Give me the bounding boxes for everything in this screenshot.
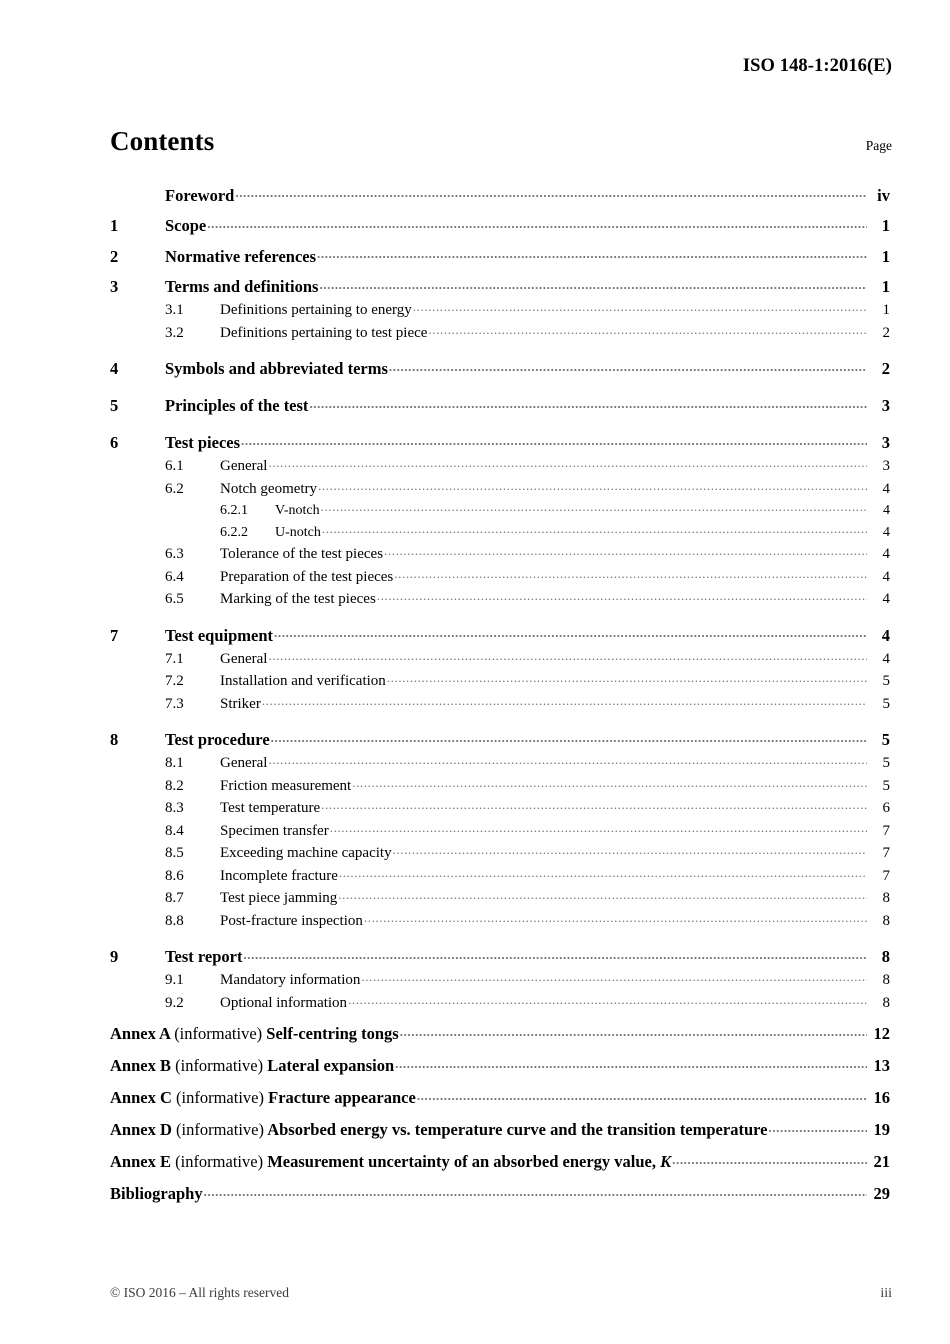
dot-leader	[274, 624, 867, 641]
toc-entry-number: 5	[110, 396, 119, 415]
toc-annex-entry[interactable]	[110, 1087, 890, 1107]
toc-entry[interactable]	[110, 543, 890, 562]
toc-entry-label: Notch geometry	[220, 480, 318, 497]
toc-entry[interactable]	[110, 566, 890, 585]
toc-entry-number: 6	[110, 433, 119, 452]
toc-entry-number: 2	[110, 246, 119, 266]
dot-leader	[235, 184, 867, 201]
toc-entry-label: Mandatory information	[220, 972, 361, 988]
toc-entry-number: 8.2	[165, 777, 184, 794]
toc-entry-number: 3.1	[165, 302, 184, 318]
toc-annex-page-number: 12	[873, 1024, 890, 1043]
toc-entry[interactable]	[110, 775, 890, 794]
toc-entry-page-number: 5	[881, 730, 890, 749]
toc-entry-number: 6.4	[165, 568, 184, 585]
toc-entry-page-number: 7	[882, 845, 890, 861]
table-of-contents	[110, 184, 890, 1203]
toc-annex-title: Absorbed energy vs. temperature curve and the transition temperature	[267, 1120, 768, 1139]
document-header-standard-ref: ISO 148-1:2016(E)	[742, 56, 892, 76]
dot-leader	[394, 566, 867, 581]
toc-entry-label: Optional information	[220, 994, 348, 1011]
page-column-label: Page	[865, 138, 892, 153]
toc-entry[interactable]	[110, 358, 890, 378]
toc-entry-number: 6.2.2	[220, 524, 248, 540]
toc-entry-page-number: 8	[882, 890, 890, 906]
toc-entry-label: Terms and definitions	[165, 277, 319, 296]
toc-entry[interactable]	[110, 797, 890, 816]
dot-leader	[361, 969, 867, 984]
toc-entry-label: Test equipment	[165, 625, 274, 645]
dot-leader	[322, 522, 867, 536]
toc-entry-number: 7.1	[165, 650, 184, 667]
toc-entry[interactable]	[110, 215, 890, 235]
dot-leader	[268, 752, 867, 767]
toc-entry-label: Specimen transfer	[220, 822, 329, 839]
toc-entry[interactable]	[110, 432, 890, 452]
toc-entry-label: Foreword	[165, 185, 235, 205]
toc-entry-label: General	[220, 458, 268, 474]
toc-entry-number: 8.5	[165, 845, 184, 861]
toc-entry[interactable]	[110, 752, 890, 771]
dot-leader	[207, 215, 867, 232]
toc-entry-label: Striker	[220, 695, 261, 712]
toc-annex-entry[interactable]	[110, 1119, 890, 1139]
toc-entry[interactable]	[110, 820, 890, 839]
toc-annex-title: Fracture appearance	[268, 1088, 416, 1107]
toc-entry[interactable]	[110, 184, 890, 204]
toc-entry-number: 7.3	[165, 695, 184, 712]
dot-leader	[768, 1119, 867, 1136]
dot-leader	[330, 820, 867, 835]
toc-entry[interactable]	[110, 299, 890, 318]
toc-entry-number: 8	[110, 730, 119, 749]
dot-leader	[377, 588, 867, 603]
toc-entry[interactable]	[110, 322, 890, 341]
toc-entry-number: 7.2	[165, 673, 184, 689]
toc-entry-page-number: 7	[882, 867, 890, 884]
toc-entry-page-number: 6	[882, 800, 890, 816]
toc-entry-label: Exceeding machine capacity	[220, 845, 392, 861]
toc-entry-label: Symbols and abbreviated terms	[165, 359, 388, 378]
dot-leader	[268, 455, 867, 470]
toc-entry-page-number: 8	[882, 912, 890, 929]
page-title: Contents	[110, 126, 215, 156]
toc-entry-number: 8.1	[165, 755, 184, 771]
toc-entry-page-number: 4	[881, 625, 890, 645]
toc-annex-prefix: Annex E	[110, 1152, 171, 1171]
toc-entry-label: General	[220, 755, 268, 771]
toc-entry-page-number: 8	[881, 947, 890, 966]
toc-entry-label: Test procedure	[165, 730, 270, 749]
dot-leader	[319, 276, 867, 293]
toc-entry-label: Preparation of the test pieces	[220, 568, 394, 585]
toc-annex-title: Measurement uncertainty of an absorbed energy value,	[267, 1152, 656, 1171]
dot-leader	[393, 842, 867, 857]
toc-entry-label: Incomplete fracture	[220, 867, 338, 884]
dot-leader	[321, 797, 867, 812]
toc-entry[interactable]	[110, 624, 890, 644]
dot-leader	[318, 478, 867, 493]
toc-entry-number: 7	[110, 625, 119, 645]
toc-entry[interactable]	[110, 455, 890, 474]
dot-leader	[352, 775, 867, 790]
toc-entry-page-number: 2	[882, 324, 890, 341]
toc-annex-prefix: Bibliography	[110, 1184, 203, 1203]
toc-entry-label: V-notch	[275, 503, 320, 518]
toc-annex-page-number: 16	[873, 1088, 890, 1107]
toc-annex-label	[110, 1122, 767, 1139]
toc-entry-page-number: 5	[882, 673, 890, 689]
toc-entry-number: 9.1	[165, 972, 184, 988]
toc-entry-page-number: 8	[882, 972, 890, 988]
toc-entry-number: 6.5	[165, 591, 184, 607]
toc-entry-number: 9.2	[165, 994, 184, 1011]
toc-entry[interactable]	[110, 842, 890, 861]
toc-entry-number: 4	[110, 359, 119, 378]
dot-leader	[672, 1151, 867, 1168]
toc-entry[interactable]	[110, 969, 890, 988]
toc-entry-label: U-notch	[275, 524, 321, 540]
toc-entry-label: Definitions pertaining to energy	[220, 302, 412, 318]
toc-annex-title: Self-centring tongs	[266, 1024, 399, 1043]
toc-entry-page-number: 7	[882, 822, 890, 839]
page-footer	[110, 1285, 892, 1302]
dot-leader	[364, 910, 867, 925]
toc-entry-page-number: 1	[881, 246, 890, 266]
toc-entry-number: 8.3	[165, 800, 184, 816]
toc-annex-entry[interactable]	[110, 1023, 890, 1043]
toc-entry[interactable]	[110, 729, 890, 749]
dot-leader	[387, 670, 867, 685]
toc-entry[interactable]	[110, 910, 890, 929]
toc-entry-page-number: 1	[881, 216, 890, 235]
toc-annex-informative-tag: (informative)	[174, 1024, 263, 1043]
toc-annex-entry[interactable]	[110, 1183, 890, 1203]
dot-leader	[400, 1023, 867, 1040]
toc-entry[interactable]	[110, 395, 890, 415]
toc-entry[interactable]	[110, 588, 890, 607]
toc-entry[interactable]	[110, 693, 890, 712]
toc-entry-number: 6.3	[165, 546, 184, 562]
dot-leader	[395, 1055, 867, 1072]
toc-entry-label: Test piece jamming	[220, 890, 338, 906]
toc-entry-number: 8.4	[165, 822, 184, 839]
toc-entry[interactable]	[110, 500, 890, 518]
toc-annex-informative-tag: (informative)	[175, 1056, 264, 1075]
toc-entry[interactable]	[110, 522, 890, 540]
toc-entry-page-number: 4	[883, 503, 890, 518]
dot-leader	[241, 432, 867, 449]
dot-leader	[309, 395, 867, 412]
contents-header	[110, 126, 892, 157]
dot-leader	[384, 543, 867, 558]
toc-annex-informative-tag: (informative)	[176, 1120, 264, 1139]
dot-leader	[262, 693, 867, 708]
toc-entry[interactable]	[110, 887, 890, 906]
toc-entry-page-number: 4	[882, 568, 890, 585]
toc-entry-label: Definitions pertaining to test piece	[220, 324, 428, 341]
toc-annex-page-number: 13	[873, 1056, 890, 1075]
toc-entry-number: 3.2	[165, 324, 184, 341]
toc-entry-page-number: 3	[882, 458, 890, 474]
toc-entry-page-number: 4	[883, 524, 890, 540]
toc-annex-entry[interactable]	[110, 1151, 890, 1171]
toc-annex-label	[110, 1026, 399, 1043]
dot-leader	[268, 648, 867, 663]
toc-entry[interactable]	[110, 992, 890, 1011]
toc-annex-label	[110, 1186, 203, 1203]
dot-leader	[204, 1183, 867, 1200]
dot-leader	[389, 358, 867, 375]
toc-entry[interactable]	[110, 245, 890, 265]
toc-entry-label: Scope	[165, 216, 207, 235]
toc-entry-label: Installation and verification	[220, 673, 386, 689]
toc-entry-page-number: 2	[881, 359, 890, 378]
toc-entry-label: Post-fracture inspection	[220, 912, 363, 929]
toc-entry-page-number: 3	[881, 396, 890, 415]
toc-entry-page-number: 1	[882, 302, 890, 318]
dot-leader	[271, 729, 867, 746]
dot-leader	[413, 299, 867, 314]
toc-annex-label	[110, 1154, 671, 1171]
toc-entry[interactable]	[110, 276, 890, 296]
toc-entry-label: General	[220, 650, 268, 667]
toc-annex-label	[110, 1090, 416, 1107]
toc-entry-page-number: iv	[877, 185, 890, 205]
toc-annex-page-number: 21	[873, 1152, 890, 1171]
footer-page-number: iii	[880, 1286, 892, 1301]
toc-entry-number: 9	[110, 947, 119, 966]
dot-leader	[317, 245, 867, 262]
toc-annex-title: Lateral expansion	[267, 1056, 395, 1075]
toc-entry-page-number: 5	[882, 777, 890, 794]
toc-entry-number: 8.7	[165, 890, 184, 906]
toc-annex-informative-tag: (informative)	[175, 1152, 264, 1171]
toc-entry[interactable]	[110, 670, 890, 689]
dot-leader	[417, 1087, 867, 1104]
toc-entry-label: Test pieces	[165, 433, 241, 452]
dot-leader	[428, 322, 867, 337]
toc-entry-page-number: 5	[882, 755, 890, 771]
dot-leader	[339, 865, 867, 880]
toc-entry-label: Principles of the test	[165, 396, 309, 415]
toc-annex-prefix: Annex B	[110, 1056, 171, 1075]
toc-entry-label: Test temperature	[220, 800, 321, 816]
toc-entry-number: 1	[110, 216, 119, 235]
toc-entry-number: 6.2	[165, 480, 184, 497]
dot-leader	[348, 992, 867, 1007]
toc-entry-page-number: 1	[881, 277, 890, 296]
toc-entry-number: 3	[110, 277, 119, 296]
toc-entry-page-number: 8	[882, 994, 890, 1011]
toc-entry[interactable]	[110, 946, 890, 966]
toc-annex-symbol: K	[660, 1152, 672, 1171]
toc-entry-number: 6.2.1	[220, 503, 248, 518]
toc-entry[interactable]	[110, 478, 890, 497]
toc-entry-page-number: 4	[882, 546, 890, 562]
dot-leader	[338, 887, 867, 902]
copyright-notice: © ISO 2016 – All rights reserved	[110, 1285, 289, 1300]
toc-entry[interactable]	[110, 865, 890, 884]
toc-entry[interactable]	[110, 648, 890, 667]
toc-entry-label: Normative references	[165, 246, 317, 266]
toc-annex-page-number: 29	[873, 1184, 890, 1203]
toc-entry-label: Friction measurement	[220, 777, 352, 794]
toc-entry-label: Test report	[165, 947, 243, 966]
toc-entry-label: Tolerance of the test pieces	[220, 546, 384, 562]
toc-entry-label: Marking of the test pieces	[220, 591, 376, 607]
toc-annex-prefix: Annex D	[110, 1120, 172, 1139]
toc-entry-page-number: 4	[882, 480, 890, 497]
toc-entry-page-number: 5	[882, 695, 890, 712]
toc-entry-number: 6.1	[165, 458, 184, 474]
dot-leader	[321, 500, 867, 514]
toc-entry-page-number: 3	[881, 433, 890, 452]
toc-annex-prefix: Annex C	[110, 1088, 172, 1107]
toc-entry-page-number: 4	[882, 650, 890, 667]
toc-annex-label	[110, 1058, 394, 1075]
toc-entry-number: 8.8	[165, 912, 184, 929]
toc-entry-page-number: 4	[882, 591, 890, 607]
toc-annex-page-number: 19	[873, 1120, 890, 1139]
toc-entry-number: 8.6	[165, 867, 184, 884]
dot-leader	[243, 946, 867, 963]
toc-annex-entry[interactable]	[110, 1055, 890, 1075]
toc-annex-prefix: Annex A	[110, 1024, 171, 1043]
toc-annex-informative-tag: (informative)	[176, 1088, 264, 1107]
